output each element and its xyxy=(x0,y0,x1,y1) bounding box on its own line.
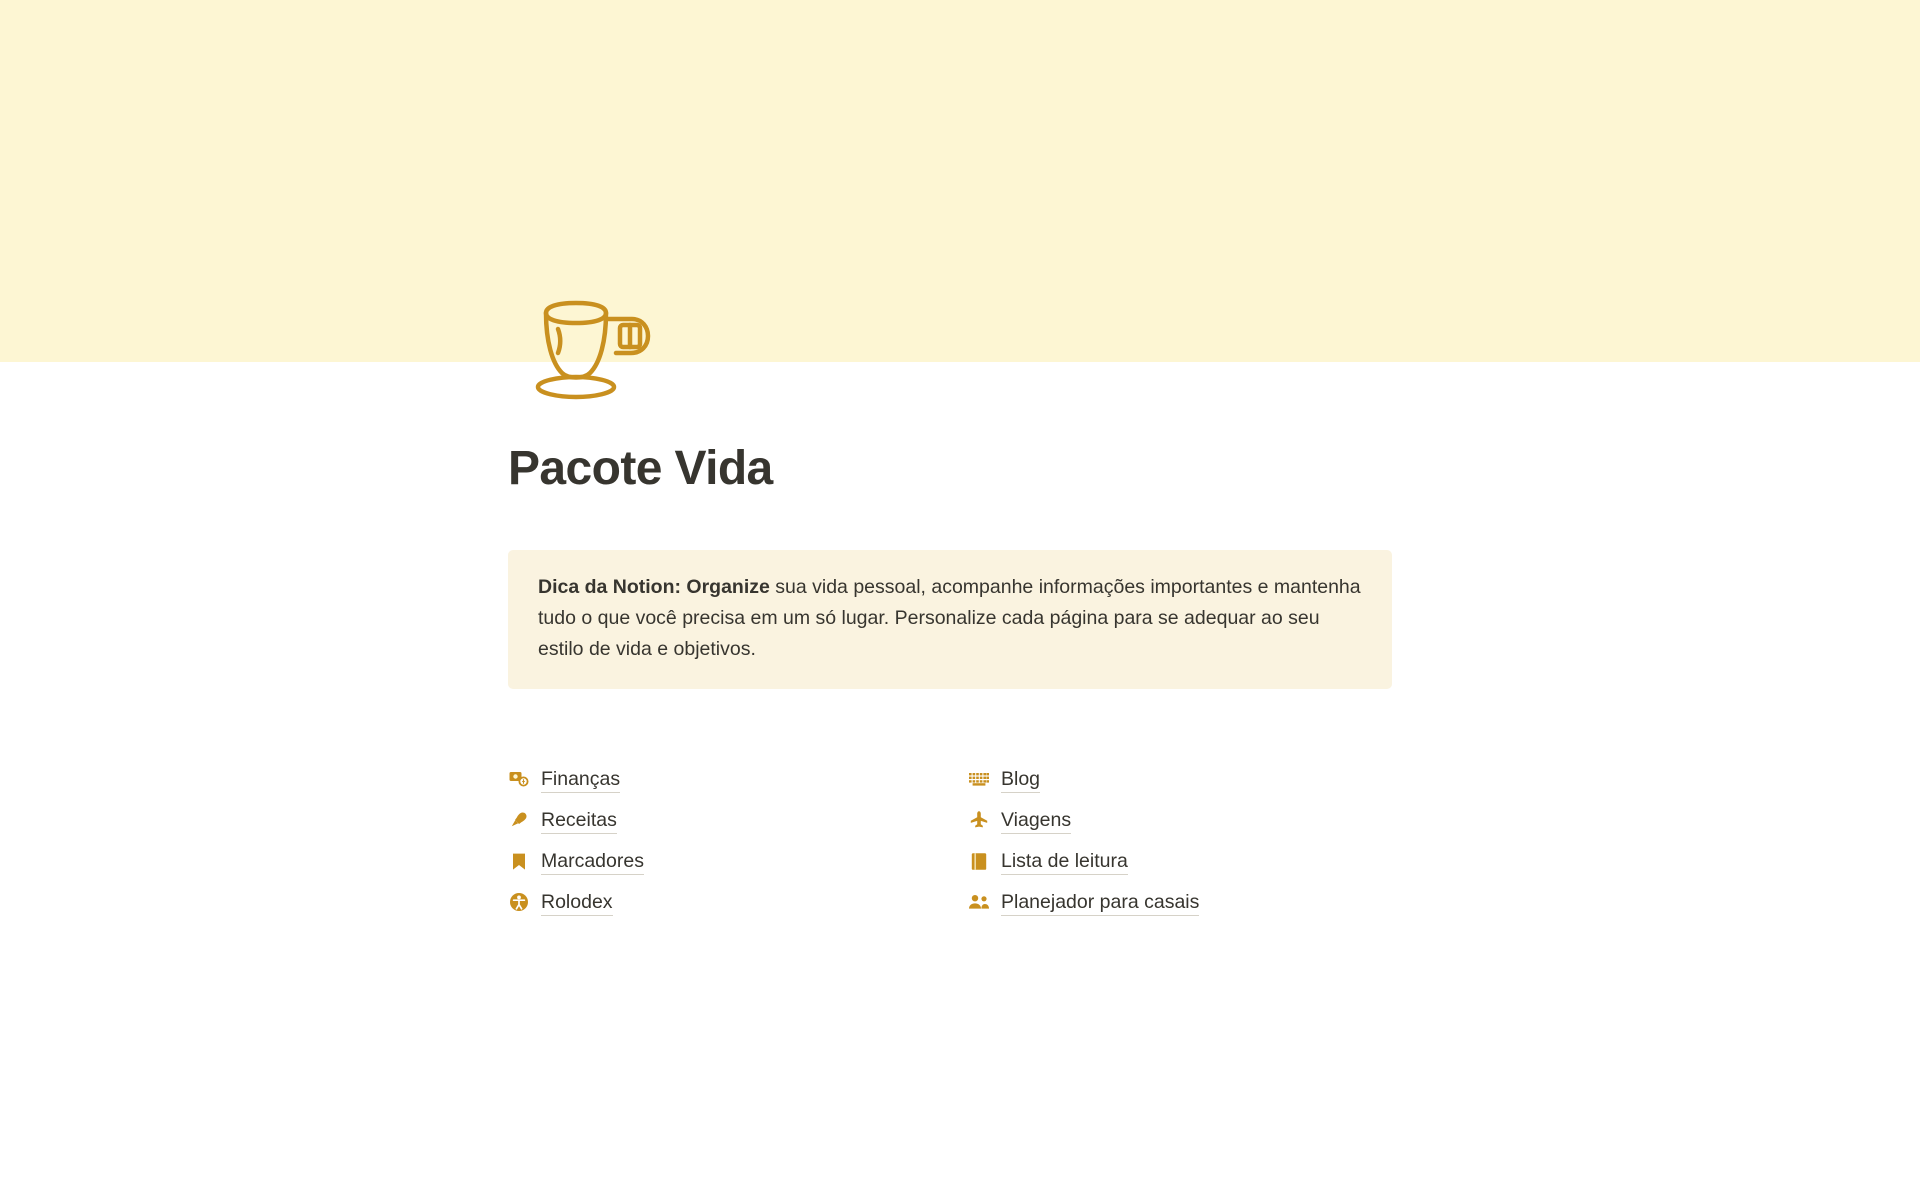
money-exchange-icon xyxy=(508,768,530,790)
link-item-planejador-para-casais[interactable] xyxy=(968,882,1428,923)
airplane-icon xyxy=(968,809,990,831)
bookmark-icon xyxy=(508,850,530,872)
link-columns xyxy=(508,759,1428,923)
people-icon xyxy=(968,891,990,913)
callout-text xyxy=(538,572,1362,665)
link-label[interactable]: Finanças xyxy=(541,766,620,793)
link-item-blog[interactable] xyxy=(968,759,1428,800)
link-label[interactable]: Lista de leitura xyxy=(1001,848,1128,875)
link-label[interactable]: Marcadores xyxy=(541,848,644,875)
link-item-financas[interactable] xyxy=(508,759,968,800)
link-item-viagens[interactable] xyxy=(968,800,1428,841)
coffee-cup-icon[interactable] xyxy=(528,278,668,418)
link-label[interactable]: Blog xyxy=(1001,766,1040,793)
link-item-marcadores[interactable] xyxy=(508,841,968,882)
callout-body: sua vida pessoal, acompanhe informações importantes e mantenha tudo o que você precisa em um só lugar. Personalize cada página para se adequar ao seu estilo de vida e objetivos. xyxy=(538,575,1361,660)
accessibility-person-icon xyxy=(508,891,530,913)
link-label[interactable]: Rolodex xyxy=(541,889,613,916)
page-title: Pacote Vida xyxy=(508,442,773,495)
callout-lead: Dica da Notion: Organize xyxy=(538,575,770,598)
link-column-left xyxy=(508,759,968,923)
link-label[interactable]: Planejador para casais xyxy=(1001,889,1199,916)
link-item-lista-de-leitura[interactable] xyxy=(968,841,1428,882)
link-column-right xyxy=(968,759,1428,923)
callout-block xyxy=(508,550,1392,689)
page-content xyxy=(508,440,1428,923)
book-icon xyxy=(968,850,990,872)
whisk-icon xyxy=(508,809,530,831)
link-item-rolodex[interactable] xyxy=(508,882,968,923)
page-cover xyxy=(0,0,1920,362)
link-label[interactable]: Viagens xyxy=(1001,807,1071,834)
keyboard-icon xyxy=(968,768,990,790)
link-item-receitas[interactable] xyxy=(508,800,968,841)
link-label[interactable]: Receitas xyxy=(541,807,617,834)
